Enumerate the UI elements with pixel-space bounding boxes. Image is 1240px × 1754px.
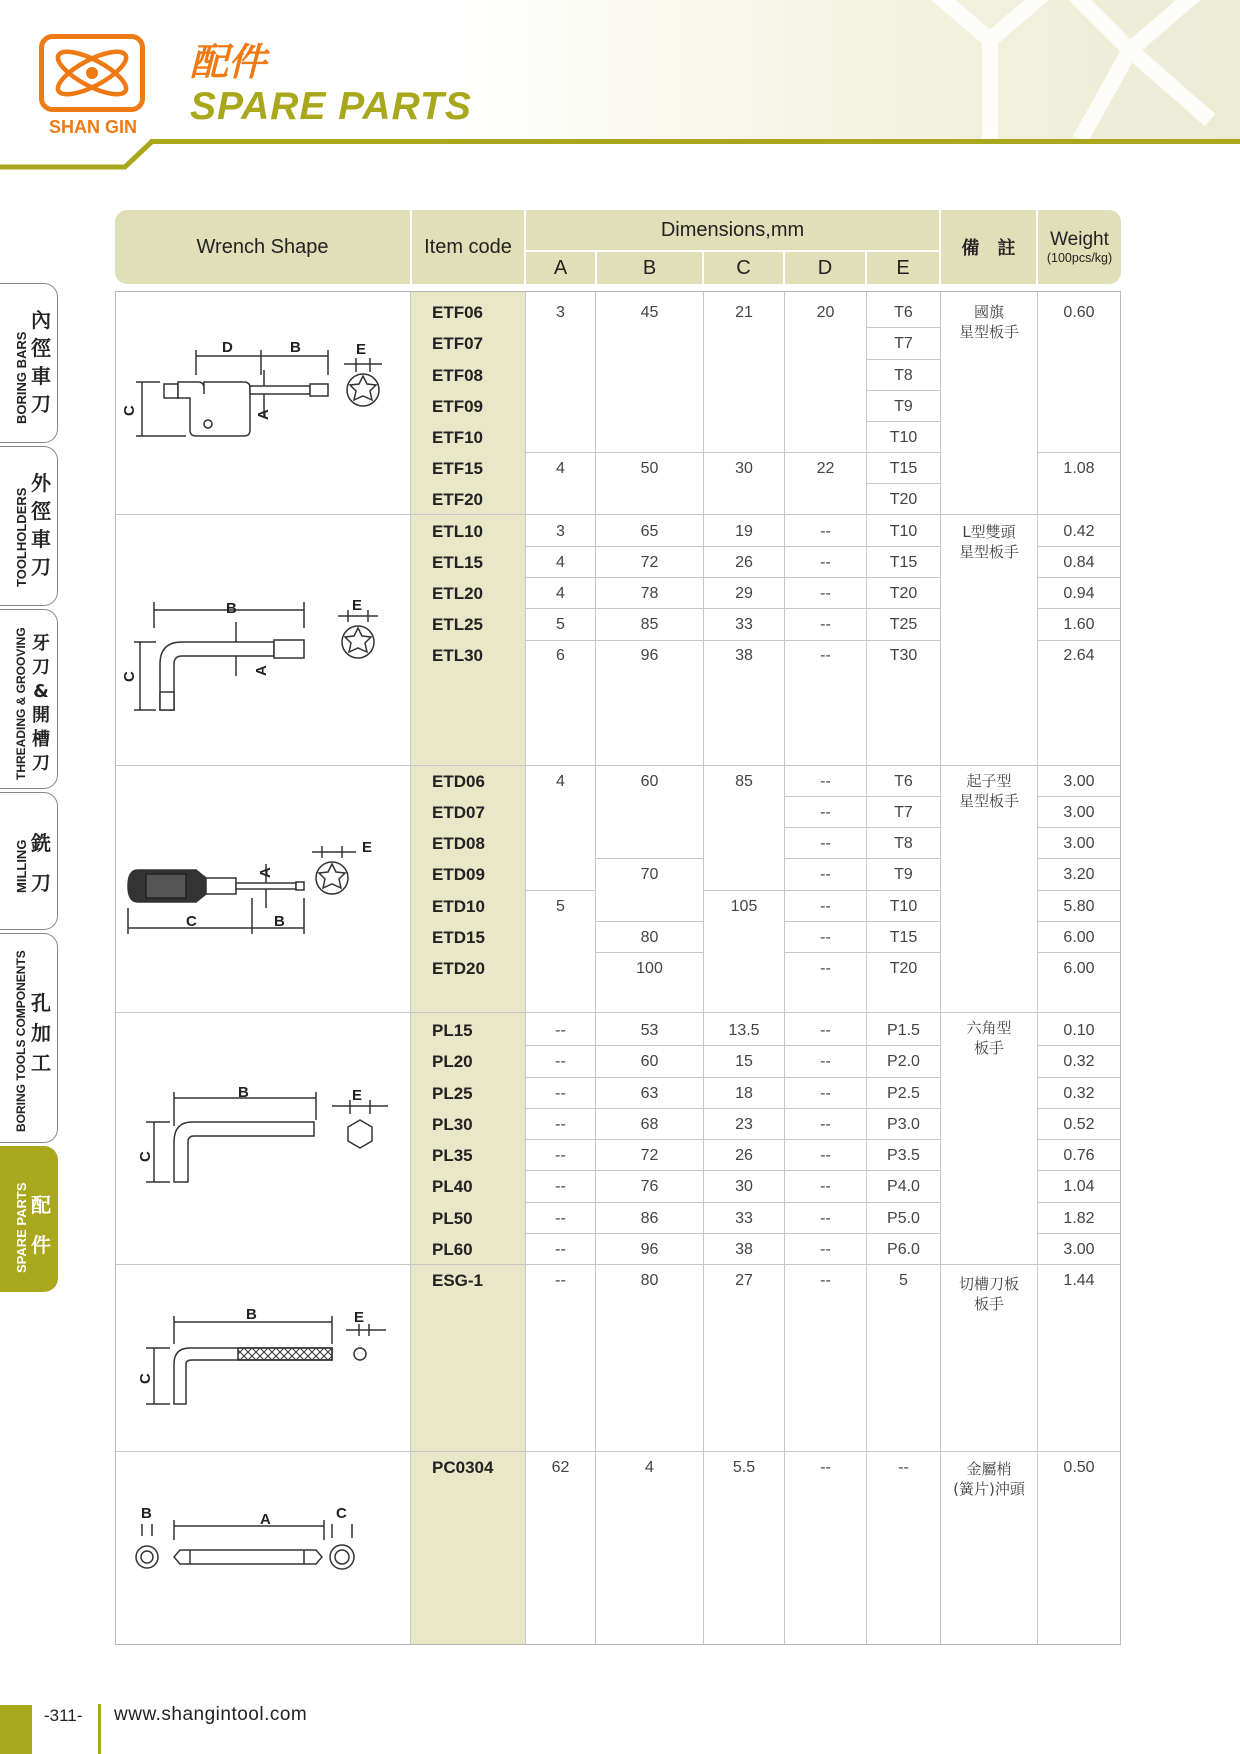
pl-wrench-drawing xyxy=(116,1086,406,1206)
cell-b: 96 xyxy=(640,647,659,664)
cell-a: -- xyxy=(555,1116,566,1133)
row-separator xyxy=(525,640,940,641)
row-separator xyxy=(595,858,703,859)
row-separator xyxy=(784,796,940,797)
cell-weight: 6.00 xyxy=(1063,960,1095,977)
cell-e: P1.5 xyxy=(887,1022,920,1039)
dim-label-e: E xyxy=(352,1087,363,1104)
item-code: ESG-1 xyxy=(432,1271,484,1290)
cell-a: 4 xyxy=(556,554,565,571)
item-code: ETD10 xyxy=(432,897,485,916)
dim-label-b: B xyxy=(246,1306,257,1323)
remark-cell: 六角型 板手 xyxy=(966,1019,1012,1057)
row-separator xyxy=(1037,1139,1120,1140)
cell-weight: 0.32 xyxy=(1063,1053,1095,1070)
cell-weight: 5.80 xyxy=(1063,898,1095,915)
cell-weight: 0.52 xyxy=(1063,1116,1095,1133)
dim-label-b: B xyxy=(290,339,301,356)
row-separator xyxy=(1037,796,1120,797)
cell-b: 80 xyxy=(640,1272,659,1289)
item-code: ETD07 xyxy=(432,803,485,822)
cell-b: 60 xyxy=(640,1053,659,1070)
cell-e: T30 xyxy=(889,647,918,664)
item-code: ETD09 xyxy=(432,865,485,884)
item-code: PL60 xyxy=(432,1240,473,1259)
row-separator xyxy=(1037,1108,1120,1109)
dim-label-b: B xyxy=(141,1505,152,1522)
cell-c: 19 xyxy=(735,523,753,540)
row-separator xyxy=(1037,952,1120,953)
item-code: ETF15 xyxy=(432,459,484,478)
grid-line xyxy=(703,292,704,1644)
cell-weight: 1.44 xyxy=(1063,1272,1095,1289)
item-code: ETF06 xyxy=(432,303,484,322)
cell-e: T15 xyxy=(889,460,918,477)
item-code: ETF10 xyxy=(432,428,484,447)
header-dimensions: Dimensions,mm xyxy=(660,218,805,241)
cell-c: 5.5 xyxy=(732,1459,756,1476)
cell-d: -- xyxy=(820,929,831,946)
cell-a: -- xyxy=(555,1272,566,1289)
cell-weight: 3.00 xyxy=(1063,773,1095,790)
dim-label-a: A xyxy=(260,1511,271,1528)
group-separator xyxy=(116,1264,1120,1265)
cell-d: -- xyxy=(820,1085,831,1102)
item-code: ETF20 xyxy=(432,490,484,509)
cell-b: 53 xyxy=(640,1022,659,1039)
dim-label-d: D xyxy=(222,339,233,356)
decorative-pattern xyxy=(880,0,1240,140)
header-item-code: Item code xyxy=(424,235,512,258)
group-separator xyxy=(116,1451,1120,1452)
item-code: ETL30 xyxy=(432,646,484,665)
cell-d: -- xyxy=(820,898,831,915)
cell-d: -- xyxy=(820,1178,831,1195)
cell-e: T6 xyxy=(894,304,913,321)
dim-label-c: C xyxy=(137,1151,154,1162)
side-tab-milling[interactable]: MILLING 銑 刀 xyxy=(0,792,58,930)
cell-b: 60 xyxy=(640,773,659,790)
cell-d: -- xyxy=(820,1459,831,1476)
cell-d: -- xyxy=(820,1241,831,1258)
cell-e: P5.0 xyxy=(887,1210,920,1227)
cell-c: 21 xyxy=(735,304,753,321)
group-separator xyxy=(116,514,1120,515)
row-separator xyxy=(1037,890,1120,891)
cell-weight: 0.94 xyxy=(1063,585,1095,602)
cell-d: -- xyxy=(820,866,831,883)
item-code: PL20 xyxy=(432,1052,473,1071)
cell-d: -- xyxy=(820,616,831,633)
row-separator xyxy=(525,1045,940,1046)
cell-b: 80 xyxy=(640,929,659,946)
cell-c: 29 xyxy=(735,585,753,602)
grid-line xyxy=(410,292,411,1644)
cell-e: T25 xyxy=(889,616,918,633)
cell-c: 23 xyxy=(735,1116,753,1133)
dim-label-c: C xyxy=(336,1505,347,1522)
dim-label-a: A xyxy=(253,665,270,676)
cell-d: -- xyxy=(820,1272,831,1289)
cell-c: 26 xyxy=(735,1147,753,1164)
cell-b: 4 xyxy=(645,1459,654,1476)
cell-e: T20 xyxy=(889,585,918,602)
cell-c: 85 xyxy=(735,773,753,790)
cell-weight: 0.42 xyxy=(1063,523,1095,540)
cell-c: 105 xyxy=(730,898,758,915)
cell-weight: 3.20 xyxy=(1063,866,1095,883)
row-separator xyxy=(1037,1233,1120,1234)
cell-weight: 1.82 xyxy=(1063,1210,1095,1227)
cell-e: P2.0 xyxy=(887,1053,920,1070)
cell-weight: 0.50 xyxy=(1063,1459,1095,1476)
row-separator xyxy=(1037,827,1120,828)
dim-label-b: B xyxy=(238,1086,249,1101)
header-weight-label: Weight xyxy=(1050,229,1109,250)
page-title-cn: 配件 xyxy=(190,40,267,84)
cell-d: -- xyxy=(820,835,831,852)
item-code: ETL10 xyxy=(432,522,484,541)
cell-e: T15 xyxy=(889,929,918,946)
cell-e: T10 xyxy=(889,523,918,540)
footer-divider xyxy=(98,1704,101,1754)
group-separator xyxy=(116,765,1120,766)
cell-b: 72 xyxy=(640,554,659,571)
item-code: ETF07 xyxy=(432,334,484,353)
side-tab-boring-bars[interactable]: BORING BARS 內 徑 車 刀 xyxy=(0,283,58,443)
remark-cell: 金屬梢 (簧片)沖頭 xyxy=(953,1460,1025,1498)
cell-d: 22 xyxy=(816,460,835,477)
row-separator xyxy=(525,608,940,609)
item-code: PL40 xyxy=(432,1177,473,1196)
cell-b: 63 xyxy=(640,1085,659,1102)
header-rule xyxy=(150,139,1240,144)
cell-weight: 3.00 xyxy=(1063,835,1095,852)
page-title-en: SPARE PARTS xyxy=(190,85,472,128)
dim-label-b: B xyxy=(226,600,237,617)
remark-cell: L型雙頭 星型板手 xyxy=(958,523,1019,561)
dim-label-e: E xyxy=(362,839,373,856)
row-separator xyxy=(525,1202,940,1203)
cell-b: 78 xyxy=(640,585,659,602)
header-col-d: D xyxy=(817,256,833,279)
cell-e: -- xyxy=(898,1459,909,1476)
cell-weight: 1.08 xyxy=(1063,460,1095,477)
cell-e: P6.0 xyxy=(887,1241,920,1258)
cell-e: P2.5 xyxy=(887,1085,920,1102)
page-number: -311- xyxy=(44,1706,83,1725)
row-separator xyxy=(525,890,595,891)
cell-e: T10 xyxy=(889,429,918,446)
item-code: ETF08 xyxy=(432,366,484,385)
remark-cell: 國旗 星型板手 xyxy=(958,303,1019,341)
row-separator xyxy=(784,827,940,828)
cell-d: -- xyxy=(820,804,831,821)
cell-e: T6 xyxy=(894,773,913,790)
brand-logo xyxy=(39,34,145,112)
header-weight xyxy=(1038,210,1121,284)
row-separator xyxy=(525,1139,940,1140)
row-separator xyxy=(1037,1077,1120,1078)
row-separator xyxy=(525,452,940,453)
row-separator xyxy=(525,1170,940,1171)
row-separator xyxy=(866,421,940,422)
item-code: PL15 xyxy=(432,1021,473,1040)
dim-label-a: A xyxy=(255,409,272,420)
row-separator xyxy=(1037,608,1120,609)
cell-a: -- xyxy=(555,1147,566,1164)
cell-a: 4 xyxy=(556,773,565,790)
row-separator xyxy=(1037,1170,1120,1171)
cell-a: -- xyxy=(555,1210,566,1227)
row-separator xyxy=(525,1077,940,1078)
header-weight-unit: (100pcs/kg) xyxy=(1046,251,1113,265)
row-separator xyxy=(1037,640,1120,641)
cell-a: -- xyxy=(555,1053,566,1070)
row-separator xyxy=(595,921,703,922)
cell-e: T9 xyxy=(894,866,913,883)
cell-d: -- xyxy=(820,773,831,790)
header-col-e: E xyxy=(896,256,910,279)
row-separator xyxy=(1037,1202,1120,1203)
cell-b: 65 xyxy=(640,523,659,540)
cell-b: 96 xyxy=(640,1241,659,1258)
cell-b: 76 xyxy=(640,1178,659,1195)
cell-c: 38 xyxy=(735,647,753,664)
cell-a: 3 xyxy=(556,304,565,321)
website-link[interactable]: www.shangintool.com xyxy=(114,1704,308,1725)
row-separator xyxy=(866,483,940,484)
cell-weight: 6.00 xyxy=(1063,929,1095,946)
cell-b: 85 xyxy=(640,616,659,633)
group-separator xyxy=(116,1012,1120,1013)
pc0304-pin-drawing xyxy=(116,1500,406,1590)
cell-e: P3.0 xyxy=(887,1116,920,1133)
row-separator xyxy=(866,327,940,328)
etd-wrench-drawing xyxy=(116,838,406,948)
cell-d: 20 xyxy=(816,304,835,321)
cell-e: T8 xyxy=(894,367,913,384)
cell-c: 33 xyxy=(735,1210,753,1227)
cell-e: T8 xyxy=(894,835,913,852)
item-code: PL30 xyxy=(432,1115,473,1134)
cell-b: 70 xyxy=(640,866,659,883)
header-remark: 備 註 xyxy=(961,238,1016,259)
dim-label-e: E xyxy=(352,597,363,614)
cell-e: T20 xyxy=(889,491,918,508)
row-separator xyxy=(1037,858,1120,859)
cell-a: 62 xyxy=(551,1459,570,1476)
row-separator xyxy=(525,1233,940,1234)
cell-b: 72 xyxy=(640,1147,659,1164)
cell-d: -- xyxy=(820,1116,831,1133)
row-separator xyxy=(1037,546,1120,547)
cell-weight: 2.64 xyxy=(1063,647,1095,664)
row-separator xyxy=(1037,452,1120,453)
etf-wrench-drawing xyxy=(116,330,406,460)
cell-a: 5 xyxy=(556,616,565,633)
cell-a: 4 xyxy=(556,460,565,477)
item-code: PL50 xyxy=(432,1209,473,1228)
item-code: ETL15 xyxy=(432,553,484,572)
cell-d: -- xyxy=(820,523,831,540)
cell-b: 86 xyxy=(640,1210,659,1227)
cell-a: -- xyxy=(555,1241,566,1258)
grid-line xyxy=(940,292,941,1644)
dim-label-c: C xyxy=(137,1373,154,1384)
cell-a: -- xyxy=(555,1022,566,1039)
cell-a: -- xyxy=(555,1085,566,1102)
cell-d: -- xyxy=(820,1053,831,1070)
side-tab-toolholders[interactable]: TOOLHOLDERS 外 徑 車 刀 xyxy=(0,446,58,606)
remark-cell: 起子型 星型板手 xyxy=(958,772,1019,810)
dim-label-c: C xyxy=(186,913,197,930)
cell-a: -- xyxy=(555,1178,566,1195)
row-separator xyxy=(525,1108,940,1109)
cell-a: 4 xyxy=(556,585,565,602)
dim-label-b: B xyxy=(274,913,285,930)
cell-d: -- xyxy=(820,647,831,664)
row-separator xyxy=(1037,1045,1120,1046)
row-separator xyxy=(784,858,940,859)
cell-c: 15 xyxy=(735,1053,753,1070)
row-separator xyxy=(1037,577,1120,578)
cell-c: 26 xyxy=(735,554,753,571)
row-separator xyxy=(784,952,940,953)
cell-e: T10 xyxy=(889,898,918,915)
dim-label-c: C xyxy=(121,405,138,416)
cell-e: T15 xyxy=(889,554,918,571)
header-col-c: C xyxy=(736,256,751,279)
cell-c: 27 xyxy=(735,1272,753,1289)
item-code: ETD15 xyxy=(432,928,485,947)
item-code: PC0304 xyxy=(432,1458,494,1477)
item-code: ETL25 xyxy=(432,615,484,634)
row-separator xyxy=(703,890,940,891)
header-col-a: A xyxy=(553,256,568,279)
side-tab-threading-grooving[interactable]: THREADING & GROOVING 牙 刀 & 開 槽 刀 xyxy=(0,609,58,789)
dim-label-a: A xyxy=(257,867,274,878)
row-separator xyxy=(784,921,940,922)
cell-weight: 1.60 xyxy=(1063,616,1095,633)
row-separator xyxy=(866,359,940,360)
cell-a: 6 xyxy=(556,647,565,664)
item-code: PL25 xyxy=(432,1084,473,1103)
item-code: PL35 xyxy=(432,1146,473,1165)
cell-e: T20 xyxy=(889,960,918,977)
row-separator xyxy=(595,952,703,953)
cell-e: T9 xyxy=(894,398,913,415)
item-code: ETD06 xyxy=(432,772,485,791)
cell-weight: 0.32 xyxy=(1063,1085,1095,1102)
cell-b: 50 xyxy=(640,460,659,477)
cell-weight: 3.00 xyxy=(1063,804,1095,821)
side-tab-spare-parts[interactable]: SPARE PARTS 配 件 xyxy=(0,1146,58,1292)
cell-e: P4.0 xyxy=(887,1178,920,1195)
cell-c: 13.5 xyxy=(728,1022,760,1039)
esg-wrench-drawing xyxy=(116,1300,406,1420)
cell-e: T7 xyxy=(894,804,913,821)
row-separator xyxy=(1037,921,1120,922)
header-col-b: B xyxy=(642,256,657,279)
row-separator xyxy=(525,577,940,578)
row-separator xyxy=(525,546,940,547)
cell-d: -- xyxy=(820,1210,831,1227)
cell-b: 100 xyxy=(636,960,663,977)
cell-weight: 0.84 xyxy=(1063,554,1095,571)
cell-c: 18 xyxy=(735,1085,753,1102)
cell-d: -- xyxy=(820,1147,831,1164)
cell-weight: 0.76 xyxy=(1063,1147,1095,1164)
cell-weight: 1.04 xyxy=(1063,1178,1095,1195)
cell-d: -- xyxy=(820,554,831,571)
cell-a: 3 xyxy=(556,523,565,540)
cell-b: 45 xyxy=(640,304,659,321)
cell-e: P3.5 xyxy=(887,1147,920,1164)
cell-a: 5 xyxy=(556,898,565,915)
cell-c: 30 xyxy=(735,1178,753,1195)
dim-label-e: E xyxy=(354,1309,365,1326)
cell-c: 33 xyxy=(735,616,753,633)
brand-name: SHAN GIN xyxy=(48,117,137,137)
cell-d: -- xyxy=(820,1022,831,1039)
header-rule-slant xyxy=(0,139,170,173)
dim-label-c: C xyxy=(121,671,138,682)
side-tab-boring-tools-components[interactable]: BORING TOOLS COMPONENTS 孔 加 工 xyxy=(0,933,58,1143)
cell-weight: 3.00 xyxy=(1063,1241,1095,1258)
cell-e: T7 xyxy=(894,335,913,352)
header-wrench-shape: Wrench Shape xyxy=(196,235,329,258)
cell-d: -- xyxy=(820,960,831,977)
cell-c: 38 xyxy=(735,1241,753,1258)
item-code: ETL20 xyxy=(432,584,484,603)
etl-wrench-drawing xyxy=(116,592,406,722)
cell-c: 30 xyxy=(735,460,753,477)
item-code: ETD20 xyxy=(432,959,485,978)
row-separator xyxy=(866,390,940,391)
item-code: ETF09 xyxy=(432,397,484,416)
footer-accent-block xyxy=(0,1705,32,1754)
item-code: ETD08 xyxy=(432,834,485,853)
cell-weight: 0.10 xyxy=(1063,1022,1095,1039)
cell-e: 5 xyxy=(899,1272,908,1289)
cell-weight: 0.60 xyxy=(1063,304,1095,321)
grid-line xyxy=(525,292,526,1644)
remark-cell: 切槽刀板 板手 xyxy=(958,1275,1019,1313)
cell-b: 68 xyxy=(640,1116,659,1133)
dim-label-e: E xyxy=(356,341,367,358)
cell-d: -- xyxy=(820,585,831,602)
